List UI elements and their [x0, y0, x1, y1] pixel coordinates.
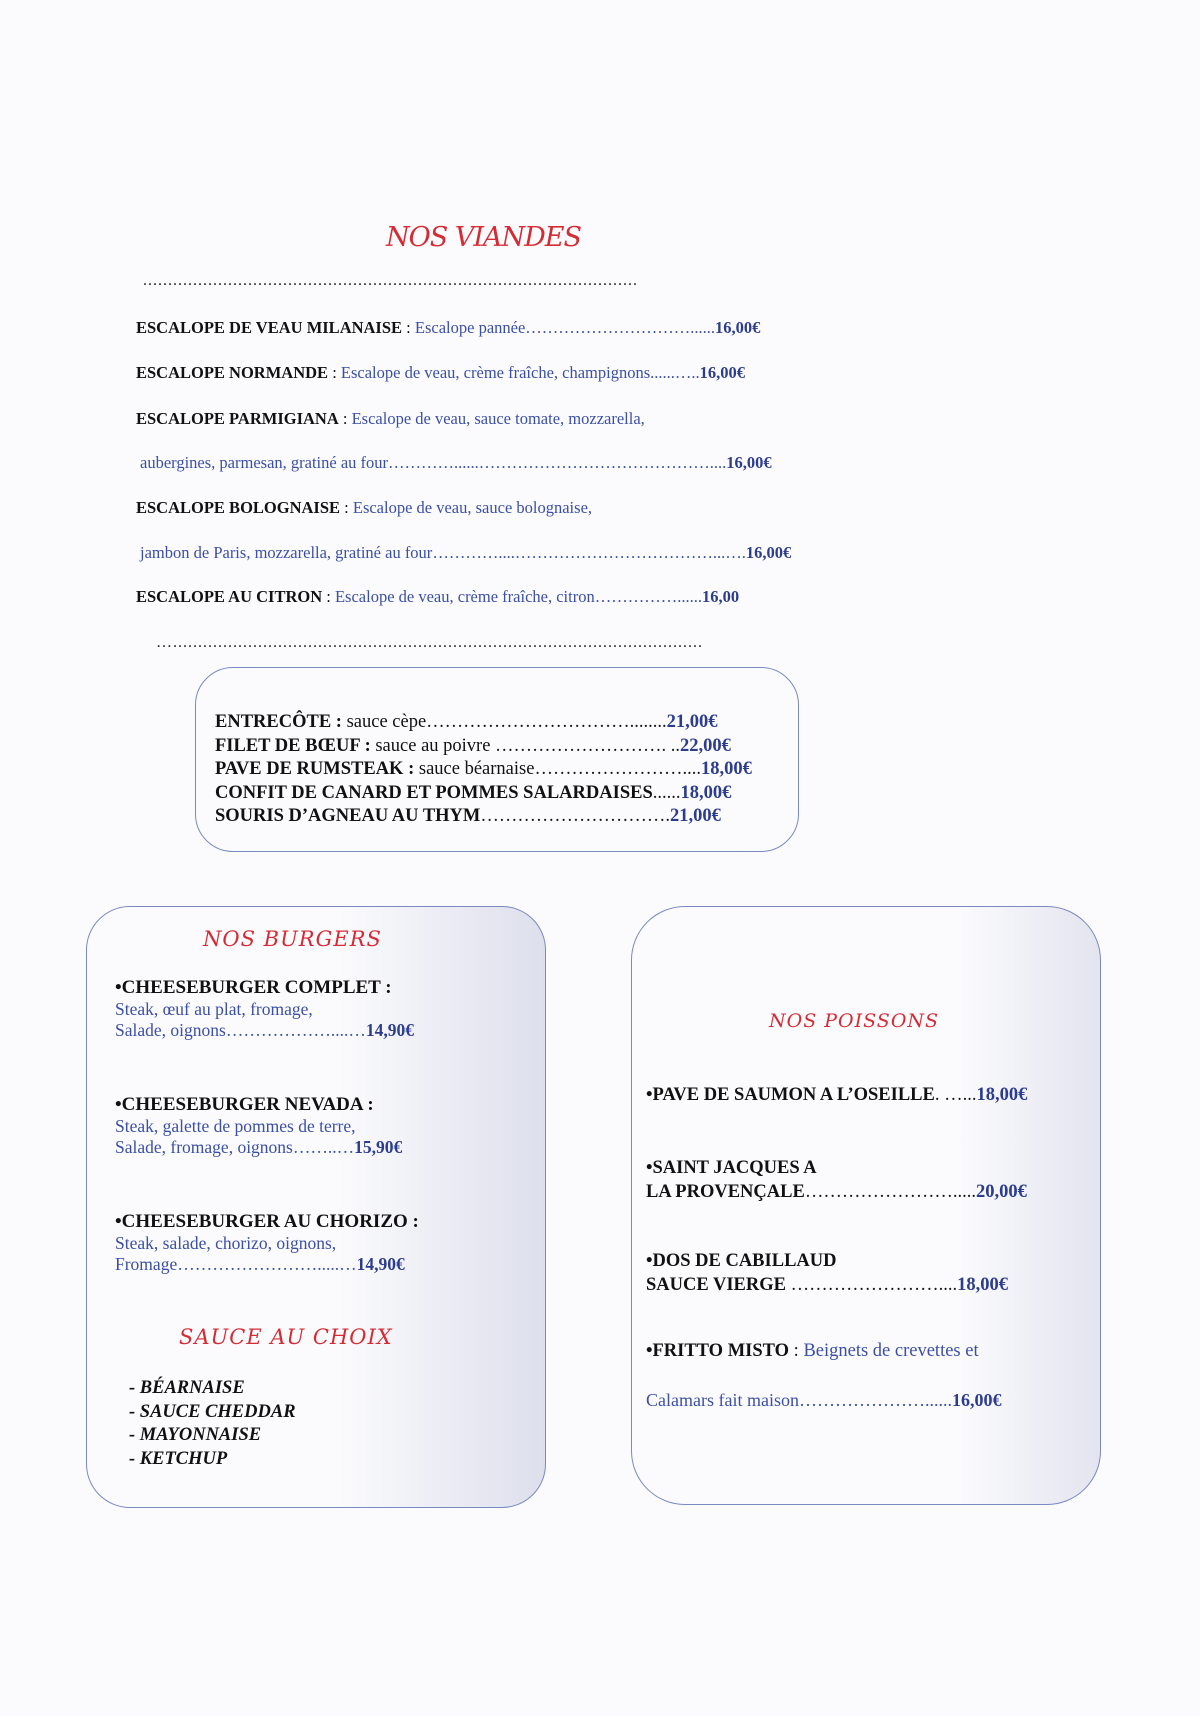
- item-desc: Escalope de veau, sauce bolognaise,: [352, 498, 593, 517]
- sauce-item: - SAUCE CHEDDAR: [129, 1401, 296, 1422]
- special-item: PAVE DE RUMSTEAK : sauce béarnaise……………………....18,00€: [215, 759, 752, 779]
- poisson-item-cabillaud: •DOS DE CABILLAUD SAUCE VIERGE ……………………....18,00€: [646, 1251, 1008, 1295]
- burger-item-nevada: •CHEESEBURGER NEVADA : Steak, galette de pommes de terre, Salade, fromage, oignons……..…15,90€: [115, 1094, 403, 1157]
- sauce-list: [129, 1377, 296, 1471]
- special-item: CONFIT DE CANARD ET POMMES SALARDAISES......18,00€: [215, 782, 732, 803]
- poissons-title: NOS POISSONS: [769, 1010, 940, 1032]
- viande-item-parmigiana: ESCALOPE PARMIGIANA : Escalope de veau, sauce tomate, mozzarella,: [136, 409, 645, 428]
- viande-item-bolognaise-line2: jambon de Paris, mozzarella, gratiné au four…………....………………………………...….16,00€: [140, 543, 792, 562]
- item-price: 16,00€: [699, 363, 746, 382]
- viandes-top-divider: ...................................................................................................: [143, 272, 638, 289]
- special-item: ENTRECÔTE : sauce cèpe……………………………........21,00€: [215, 712, 718, 732]
- viande-item-citron: ESCALOPE AU CITRON : Escalope de veau, crème fraîche, citron……………......16,00: [136, 587, 740, 606]
- burger-item-complet: •CHEESEBURGER COMPLET : Steak, œuf au plat, fromage, Salade, oignons………………....…14,90€: [115, 977, 414, 1040]
- item-name: ESCALOPE AU CITRON: [136, 587, 323, 606]
- item-name: ESCALOPE PARMIGIANA: [136, 409, 339, 428]
- viande-item-normande: ESCALOPE NORMANDE : Escalope de veau, crème fraîche, champignons......…..16,00€: [136, 363, 746, 382]
- special-item: SOURIS D’AGNEAU AU THYM………………………….21,00€: [215, 806, 721, 826]
- poisson-item-fritto-misto: •FRITTO MISTO : Beignets de crevettes et: [646, 1341, 979, 1361]
- item-price: 16,00€: [715, 318, 761, 337]
- sauce-title: SAUCE AU CHOIX: [179, 1325, 393, 1349]
- item-price: 16,00: [701, 587, 740, 606]
- burgers-title: NOS BURGERS: [203, 927, 382, 951]
- sauce-item: - MAYONNAISE: [129, 1425, 262, 1445]
- specials-list: [215, 711, 752, 829]
- poissons-box: [631, 906, 1101, 1505]
- sauce-item: - KETCHUP: [129, 1448, 228, 1469]
- viandes-title: NOS VIANDES: [386, 222, 581, 253]
- poisson-item-saumon: •PAVE DE SAUMON A L’OSEILLE. …...18,00€: [646, 1085, 1028, 1105]
- poisson-item-saint-jacques: •SAINT JACQUES A LA PROVENÇALE…………………….....20,00€: [646, 1158, 1027, 1202]
- item-desc: Escalope de veau, crème fraîche, citron: [334, 587, 595, 606]
- item-desc: Escalope pannée: [414, 318, 526, 337]
- item-name: ESCALOPE BOLOGNAISE: [136, 498, 341, 517]
- item-desc: Escalope de veau, sauce tomate, mozzarella,: [351, 409, 645, 428]
- sauce-item: - BÉARNAISE: [129, 1378, 245, 1398]
- burgers-box: [86, 906, 546, 1508]
- burger-item-chorizo: •CHEESEBURGER AU CHORIZO : Steak, salade, chorizo, oignons, Fromage…………………….....…14,90€: [115, 1211, 419, 1274]
- item-price: 16,00€: [726, 453, 772, 472]
- specials-box: [195, 667, 799, 852]
- viande-item-bolognaise: ESCALOPE BOLOGNAISE : Escalope de veau, sauce bolognaise,: [136, 498, 593, 517]
- item-name: ESCALOPE NORMANDE: [136, 363, 329, 382]
- viande-item-milanaise: ESCALOPE DE VEAU MILANAISE : Escalope pannée…………………………......16,00€: [136, 318, 761, 337]
- special-item: FILET DE BŒUF : sauce au poivre ………………………. ..22,00€: [215, 735, 731, 756]
- viandes-bottom-divider: …..........................................................................................................: [156, 634, 703, 651]
- item-desc: Escalope de veau, crème fraîche, champignons: [340, 363, 651, 382]
- poisson-item-fritto-misto-line2: Calamars fait maison…………………......16,00€: [646, 1390, 1002, 1410]
- item-price: 16,00€: [745, 543, 792, 562]
- viande-item-parmigiana-line2: aubergines, parmesan, gratiné au four…………......……………………………………....16,00€: [140, 453, 772, 472]
- item-name: ESCALOPE DE VEAU MILANAISE: [136, 318, 403, 337]
